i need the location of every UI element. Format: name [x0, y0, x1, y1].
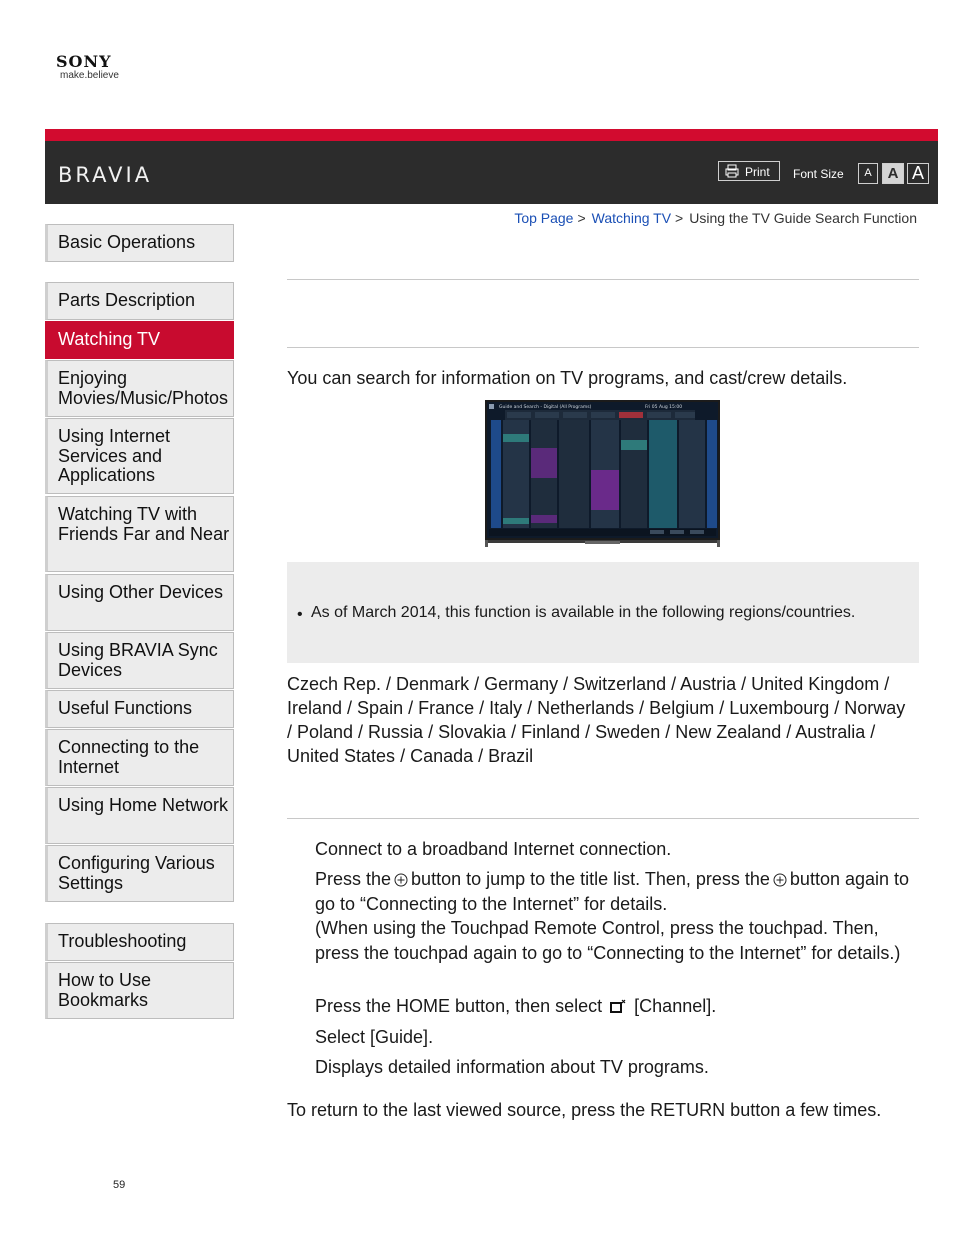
header-accent-bar: [45, 129, 938, 141]
sidebar-item-parts-description[interactable]: Parts Description: [45, 282, 234, 320]
breadcrumb-current: Using the TV Guide Search Function: [689, 210, 917, 226]
sidebar-item-bravia-sync[interactable]: Using BRAVIA Sync Devices: [45, 632, 234, 689]
tv-guide-title: Guide and Search - Digital (All Programs): [499, 405, 592, 410]
sidebar-item-watching-tv[interactable]: Watching TV: [45, 321, 234, 359]
sidebar-item-home-network[interactable]: Using Home Network: [45, 787, 234, 844]
breadcrumb-separator: >: [675, 210, 684, 226]
sidebar-item-basic-operations[interactable]: Basic Operations: [45, 224, 234, 262]
sidebar-item-troubleshooting[interactable]: Troubleshooting: [45, 923, 234, 961]
page-number: 59: [113, 1179, 126, 1191]
bravia-logo: BRAVIA: [58, 163, 153, 187]
step-2-text-a: Press the: [315, 869, 392, 889]
channel-icon: [610, 998, 626, 1014]
sidebar-item-configuring-settings[interactable]: Configuring Various Settings: [45, 845, 234, 902]
sony-tagline: make.believe: [60, 70, 119, 81]
sidebar-item-friends-far-near[interactable]: Watching TV with Friends Far and Near: [45, 496, 234, 572]
step-2: [315, 867, 915, 965]
enter-button-icon: [394, 873, 408, 887]
sidebar-item-other-devices[interactable]: Using Other Devices: [45, 574, 234, 631]
step-3-text-a: Press the HOME button, then select: [315, 996, 603, 1016]
step-1: Connect to a broadband Internet connection.: [315, 839, 672, 859]
countries-list: Czech Rep. / Denmark / Germany / Switzerland / Austria / United Kingdom / Ireland / Spain / France / Italy / Netherlands / Belgium / Luxembourg / Norway / Poland / Russia / Slovakia / Finland / Sweden / New Zealand / Australia / United States / Canada / Brazil: [287, 674, 906, 766]
breadcrumb-watching-tv[interactable]: Watching TV: [591, 210, 672, 226]
step-2-text-c: button again to go to “Connecting to the Internet” for details.: [315, 869, 910, 914]
divider: [287, 347, 919, 348]
step-2-text-b: button to jump to the title list. Then, press the: [411, 869, 770, 889]
print-button[interactable]: [718, 161, 780, 181]
divider: [287, 279, 919, 280]
note-text: As of March 2014, this function is available in the following regions/countries.: [311, 604, 856, 621]
tv-guide-date: Fri 05 Aug 15:00: [645, 405, 683, 410]
font-size-large-button[interactable]: A: [907, 163, 929, 184]
sidebar-item-useful-functions[interactable]: Useful Functions: [45, 690, 234, 728]
breadcrumb-top-page[interactable]: Top Page: [514, 210, 574, 226]
sidebar-item-internet-services[interactable]: Using Internet Services and Applications: [45, 418, 234, 494]
intro-text: You can search for information on TV programs, and cast/crew details.: [287, 368, 848, 388]
breadcrumb: [514, 210, 917, 226]
step-3-text-b: [Channel].: [634, 996, 717, 1016]
font-size-label: Font Size: [793, 167, 844, 181]
font-size-medium-button[interactable]: A: [882, 163, 904, 184]
step-2-text-d: (When using the Touchpad Remote Control, press the touchpad. Then, press the touchpad again to go to “Connecting to the Internet” for details.): [315, 918, 901, 963]
divider: [287, 818, 919, 819]
sidebar-item-bookmarks[interactable]: How to Use Bookmarks: [45, 962, 234, 1019]
step-4: Select [Guide].: [315, 1027, 434, 1047]
sony-logo: SONY: [56, 52, 112, 71]
note-box: [287, 562, 919, 663]
tv-guide-screenshot: [485, 400, 720, 547]
print-label: Print: [745, 165, 770, 179]
enter-button-icon: [773, 873, 787, 887]
breadcrumb-separator: >: [577, 210, 586, 226]
outro-text: To return to the last viewed source, press the RETURN button a few times.: [287, 1100, 882, 1120]
sidebar-item-enjoying-movies[interactable]: Enjoying Movies/Music/Photos: [45, 360, 234, 417]
step-4-result: Displays detailed information about TV programs.: [315, 1057, 709, 1077]
font-size-small-button[interactable]: A: [858, 163, 878, 184]
step-3: [315, 994, 915, 1019]
bullet-icon: •: [297, 606, 303, 623]
sidebar-item-connecting-internet[interactable]: Connecting to the Internet: [45, 729, 234, 786]
printer-icon: [725, 164, 739, 178]
